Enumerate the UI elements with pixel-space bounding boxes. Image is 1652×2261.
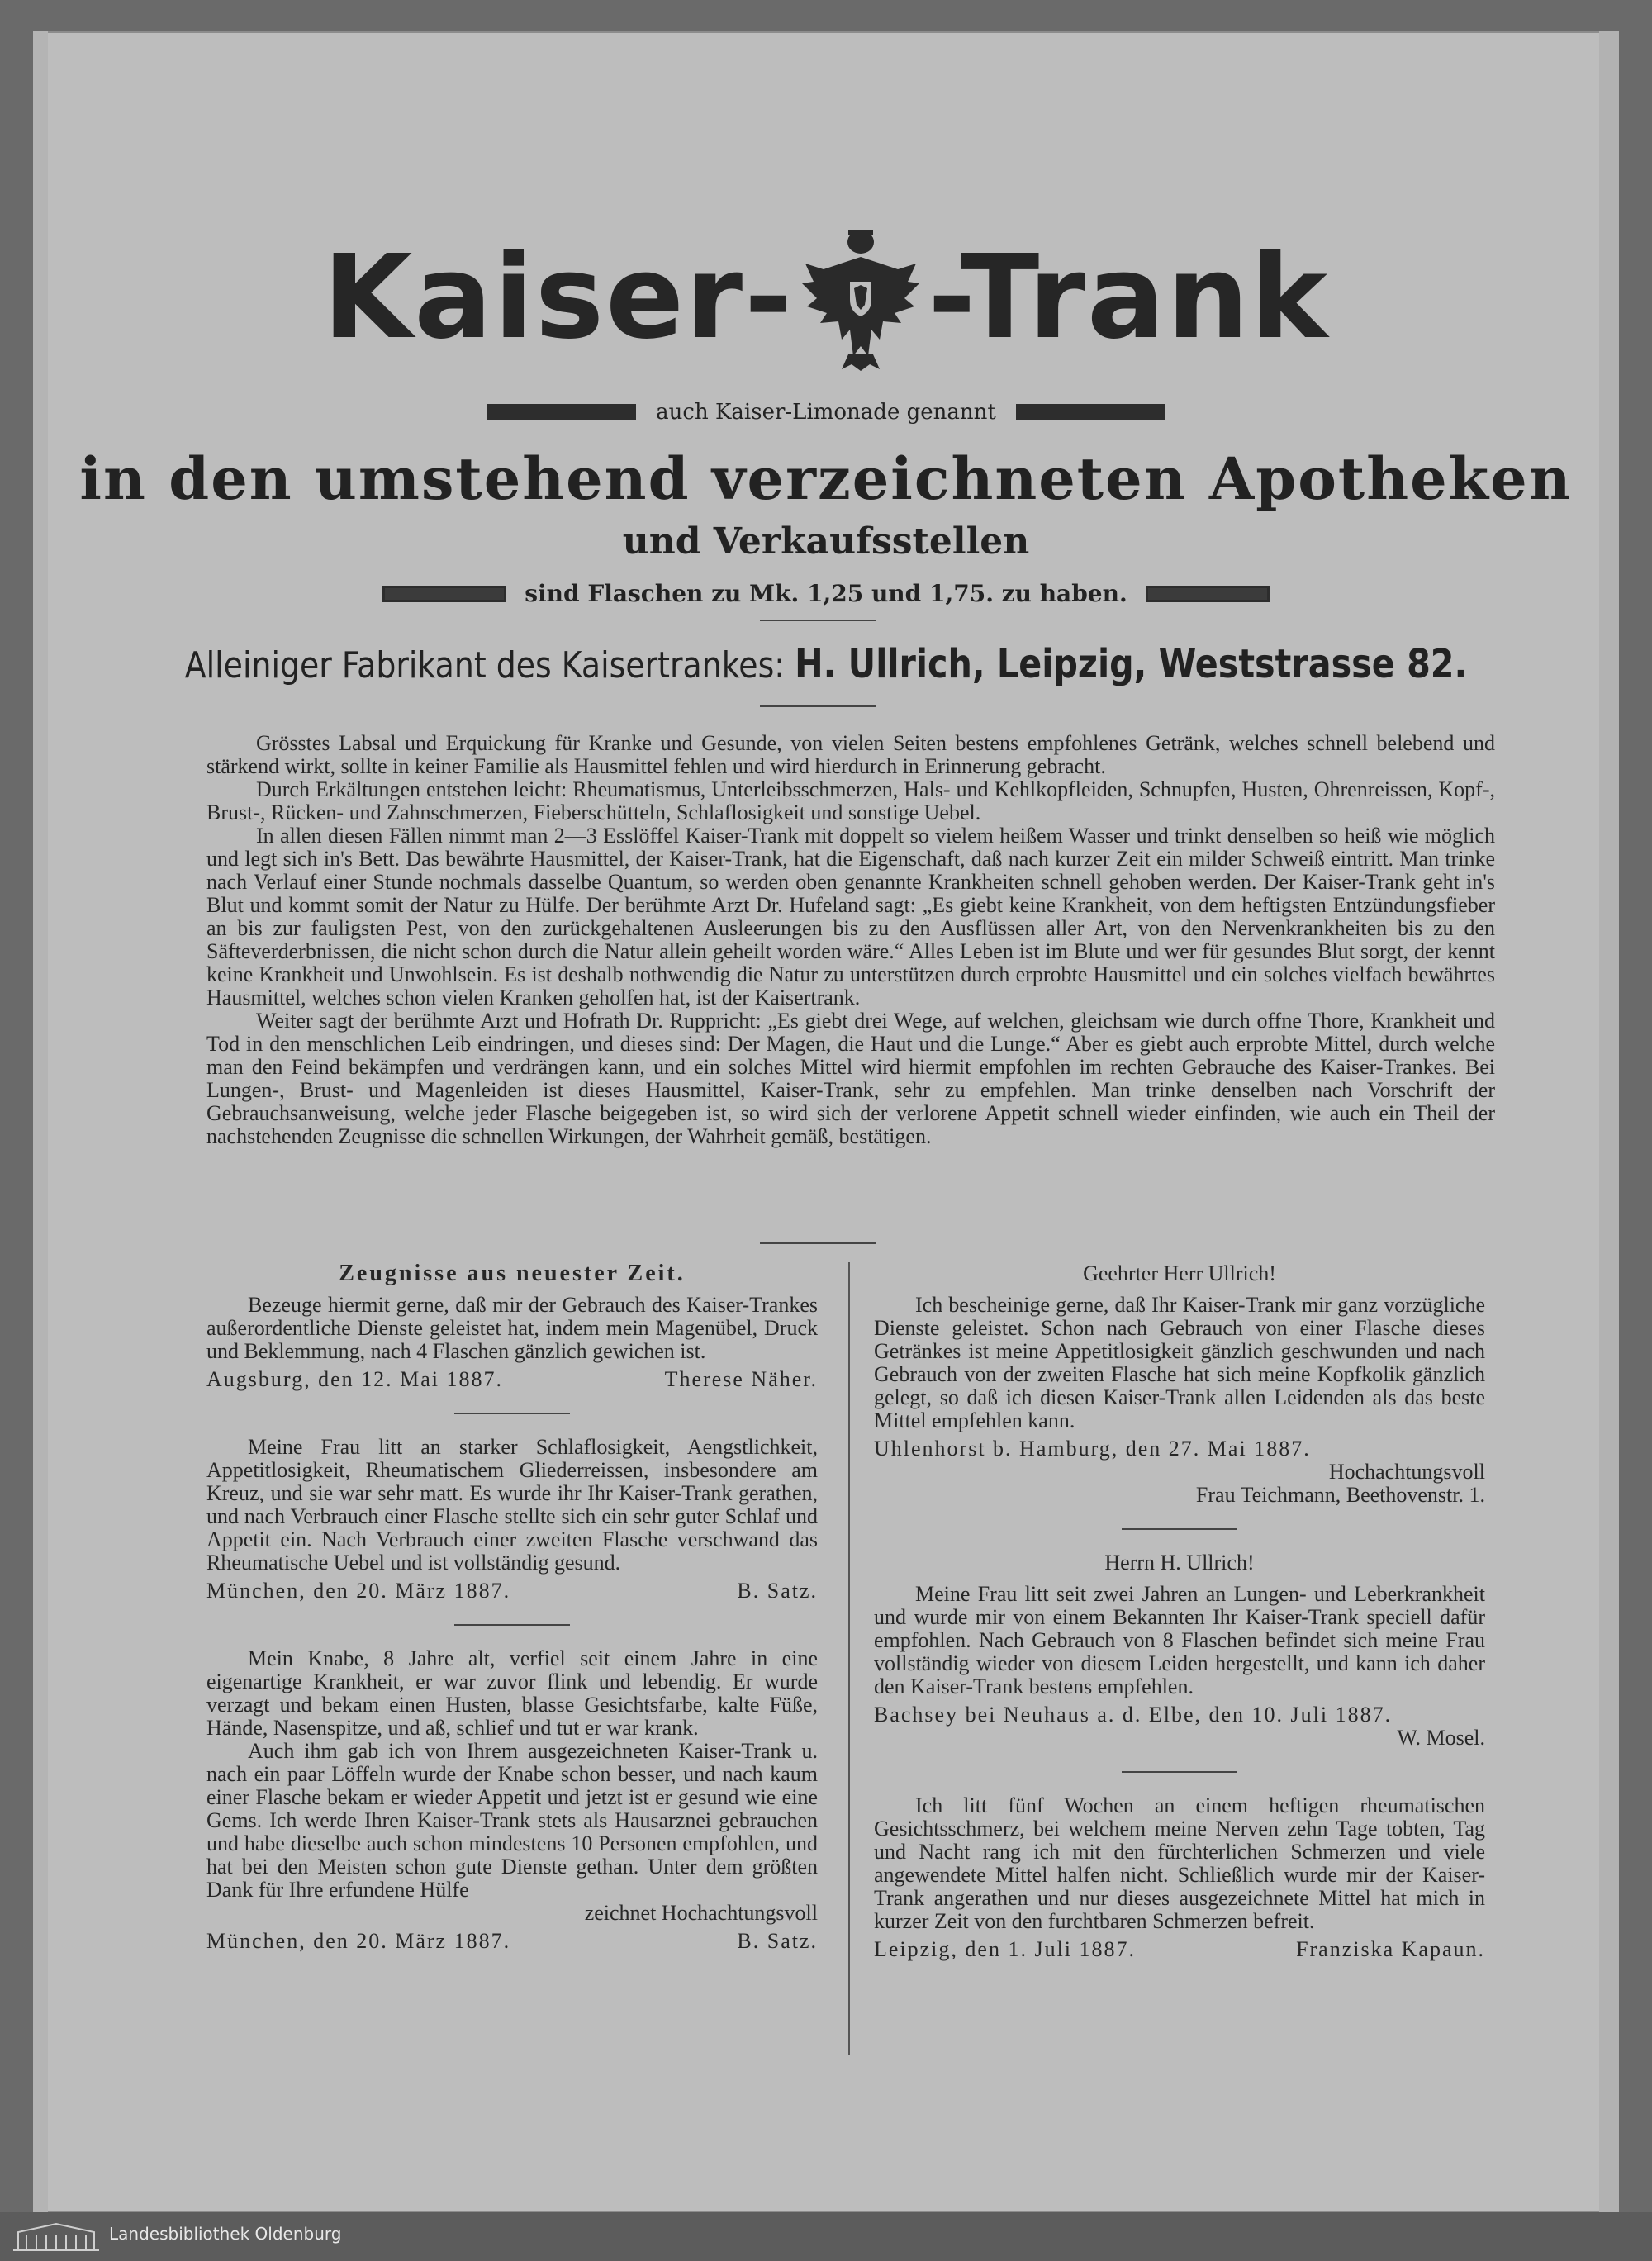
testimonial-place: München, den 20. März 1887. <box>206 1929 511 1953</box>
body-text <box>206 732 1495 1148</box>
imperial-eagle-icon <box>799 224 923 373</box>
testimonial-author: Franziska Kapaun. <box>1296 1937 1485 1961</box>
testimonials <box>206 1262 1495 2072</box>
ornament-bar-left <box>487 404 636 420</box>
poster-title <box>33 213 1619 377</box>
library-building-icon <box>10 2221 102 2254</box>
testimonial-text: Meine Frau litt an starker Schlaflosigkeit, Aengstlichkeit, Appetitlosigkeit, Rheumatischem Gliederreissen, insbesondere am Kreuz, und sie war sehr matt. Es wurde ihr Ihr Kaiser-Trank gerathen, und nach Verbrauch einer Flasche stellte sich ein sehr guter Schlaf und Appetit ein. Nach Verbrauch einer zweiten Flasche verschwand das Rheumatische Uebel und ist vollständig gesund. <box>206 1435 818 1575</box>
testimonials-heading: Zeugnisse aus neuester Zeit. <box>339 1261 686 1286</box>
testimonial-signature <box>874 1938 1485 1961</box>
testimonial-text: Auch ihm gab ich von Ihrem ausgezeichneten Kaiser-Trank u. nach ein paar Löffeln wurde der Knabe schon besser, und nach kaum einer Flasche bekam er wieder Appetit und jetzt ist er gesund wie eine Gems. Ich werde Ihren Kaiser-Trank stets als Hausarznei gebrauchen und habe dieselbe auch schon mindestens 10 Personen empfohlen, und hat bei den Meisten schon gute Dienste gethan. Unter dem größten Dank für Ihre erfundene Hülfe <box>206 1739 818 1902</box>
testimonial-text: Mein Knabe, 8 Jahre alt, verfiel seit einem Jahre in eine eigenartige Krankheit, er war zuvor flink und lebendig. Er wurde verzagt und bekam einen Husten, blasse Gesichtsfarbe, kalte Füße, Hände, Nasenspitze, und aß, schlief und tut er war krank. <box>206 1646 818 1740</box>
manufacturer-name: H. Ullrich, Leipzig, Weststrasse 82. <box>795 641 1468 687</box>
column-separator <box>848 1262 850 2055</box>
testimonial-signature <box>206 1930 818 1953</box>
divider <box>760 1242 876 1244</box>
ornament-bar-right <box>1016 404 1165 420</box>
testimonial-author: B. Satz. <box>737 1929 818 1953</box>
testimonial-closing: zeichnet Hochachtungsvoll <box>584 1901 818 1925</box>
headline-sub: und Verkaufsstellen <box>622 520 1030 563</box>
testimonials-left-column <box>206 1262 818 1953</box>
testimonial-signature <box>874 1703 1485 1727</box>
testimonial-signature <box>874 1437 1485 1461</box>
ornament-bar-left <box>382 586 506 602</box>
testimonial-place: Leipzig, den 1. Juli 1887. <box>874 1937 1137 1961</box>
headline: in den umstehend verzeichneten Apotheken <box>79 444 1573 513</box>
testimonial-text: Ich bescheinige gerne, daß Ihr Kaiser-Trank mir ganz vorzügliche Dienste geleistet. Schon nach Gebrauch von einer Flasche dieses Getränkes ist meine Appetitlosigkeit gänzlich geschwunden und nach Gebrauch von der zweiten Flasche hat sich meine Kopfkolik gänzlich gelegt, so daß ich diesen Kaiser-Trank allen Leidenden als das beste Mittel empfehlen kann. <box>874 1293 1485 1432</box>
divider <box>760 705 876 707</box>
testimonial-signature <box>206 1368 818 1391</box>
testimonial-signature <box>206 1579 818 1603</box>
testimonial-text: Ich litt fünf Wochen an einem heftigen rheumatischen Gesichtsschmerz, bei welchem meine Nerven zehn Tage tobten, Tag und Nacht rang ich mit den fürchterlichen Schmerzen und viele angewendete Mittel halfen nicht. Schließlich wurde mir der Kaiser-Trank angerathen und nur dieses ausgezeichnete Mittel hat mich in kurzer Zeit von den furchtbaren Schmerzen befreit. <box>874 1793 1485 1933</box>
testimonial-author: B. Satz. <box>737 1579 818 1603</box>
library-name: Landesbibliothek Oldenburg <box>109 2224 342 2244</box>
divider <box>1122 1528 1237 1530</box>
divider <box>760 620 876 621</box>
testimonial-greeting: Herrn H. Ullrich! <box>1104 1551 1255 1575</box>
testimonial-place: München, den 20. März 1887. <box>206 1579 511 1603</box>
aka-text: auch Kaiser-Limonade genannt <box>656 400 996 425</box>
manufacturer-line <box>144 641 1507 687</box>
title-left: Kaiser- <box>322 230 795 366</box>
testimonial-text: Bezeuge hiermit gerne, daß mir der Gebrauch des Kaiser-Trankes außerordentliche Dienste geleistet hat, indem mein Magenübel, Druck und Beklemmung, nach 4 Flaschen gänzlich gewichen ist. <box>206 1293 818 1363</box>
testimonial-text: Meine Frau litt seit zwei Jahren an Lungen- und Leberkrankheit und wurde mir von einem Bekannten Ihr Kaiser-Trank speciell dafür empfohlen. Nach Gebrauch von 8 Flaschen befindet sich meine Frau vollständig wieder von diesem Leiden hergestellt, und kann ich daher den Kaiser-Trank bestens empfehlen. <box>874 1582 1485 1698</box>
aka-line <box>33 400 1619 425</box>
testimonial-author: Frau Teichmann, Beethovenstr. 1. <box>1195 1483 1485 1507</box>
testimonial-closing: Hochachtungsvoll <box>1328 1460 1485 1484</box>
testimonial-place: Bachsey bei Neuhaus a. d. Elbe, den 10. Juli 1887. <box>874 1703 1393 1727</box>
price-line <box>33 580 1619 607</box>
poster-sheet <box>33 31 1619 2212</box>
manufacturer-label: Alleiniger Fabrikant des Kaisertrankes: <box>184 644 786 686</box>
body-paragraph: Grösstes Labsal und Erquickung für Kranke und Gesunde, von vielen Seiten bestens empfohlenes Getränk, welches schnell belebend und stärkend wirkt, sollte in keiner Familie als Hausmittel fehlen und wird hierdurch in Erinnerung gebracht. <box>206 731 1495 778</box>
body-paragraph: Weiter sagt der berühmte Arzt und Hofrath Dr. Ruppricht: „Es giebt drei Wege, auf welchen, gleichsam wie durch offne Thore, Krankheit und Tod in den menschlichen Leib eindringen, und dieses sind: Der Magen, die Haut und die Lunge.“ Aber es giebt auch erprobte Mittel, durch welche man den Feind bekämpfen und verdrängen kann, und ein solches Mittel wird hiermit empfohlen im rechten Gebrauche des Kaiser-Trankes. Bei Lungen-, Brust- und Magenleiden ist dieses Hausmittel, Kaiser-Trank, sehr zu empfehlen. Man trinke denselben nach Vorschrift der Gebrauchsanweisung, welche jeder Flasche beigegeben ist, so wird sich der verlorene Appetit schnell wieder einfinden, wie auch ein Theil der nachstehenden Zeugnisse die schnellen Wirkungen, der Wahrheit gemäß, bestätigen. <box>206 1009 1495 1148</box>
testimonial-place: Augsburg, den 12. Mai 1887. <box>206 1367 504 1391</box>
testimonials-right-column <box>874 1262 1485 1961</box>
divider <box>1122 1771 1237 1773</box>
divider <box>454 1624 570 1626</box>
testimonial-author: Therese Näher. <box>664 1367 818 1391</box>
body-paragraph: Durch Erkältungen entstehen leicht: Rheumatismus, Unterleibsschmerzen, Hals- und Kehlkopfleiden, Schnupfen, Husten, Ohrenreissen, Kopf-, Brust-, Rücken- und Zahnschmerzen, Fieberschütteln, Schlaflosigkeit und sonstige Uebel. <box>206 777 1495 824</box>
footer-bar <box>0 2212 1652 2261</box>
divider <box>454 1413 570 1414</box>
testimonial-place: Uhlenhorst b. Hamburg, den 27. Mai 1887. <box>874 1437 1311 1461</box>
testimonial-author: W. Mosel. <box>1397 1726 1485 1750</box>
ornament-bar-right <box>1146 586 1270 602</box>
price-text: sind Flaschen zu Mk. 1,25 und 1,75. zu haben. <box>525 580 1127 607</box>
body-paragraph: In allen diesen Fällen nimmt man 2—3 Esslöffel Kaiser-Trank mit doppelt so vielem heißem Wasser und trinkt denselben so heiß wie möglich und legt sich in's Bett. Das bewährte Hausmittel, der Kaiser-Trank, hat die Eigenschaft, daß nach kurzer Zeit ein milder Schweiß eintritt. Man trinke nach Verlauf einer Stunde nochmals dasselbe Quantum, so werden oben genannte Krankheiten schnell gehoben werden. Der Kaiser-Trank geht in's Blut und kommt somit der Natur zu Hülfe. Der berühmte Arzt Dr. Hufeland sagt: „Es giebt keine Krankheit, von dem heftigsten Entzündungsfieber an bis zur fauligsten Pest, von den zurückgehaltenen Ausleerungen bis zu den Ausflüssen aller Art, von den Nervenkrankheiten bis zu den Säfteverderbnissen, die nicht schon durch die Natur allein geheilt worden wäre.“ Alles Leben ist im Blute und wer für gesundes Blut sorgt, der kennt keine Krankheit und Unwohlsein. Es ist deshalb nothwendig die Natur zu unterstützen durch erprobte Hausmittel und ein solches vielfach bewährtes Hausmittel, welches schon vielen Kranken geholfen hat, ist der Kaisertrank. <box>206 824 1495 1009</box>
testimonial-greeting: Geehrter Herr Ullrich! <box>1083 1261 1276 1285</box>
title-right: -Trank <box>928 230 1330 366</box>
